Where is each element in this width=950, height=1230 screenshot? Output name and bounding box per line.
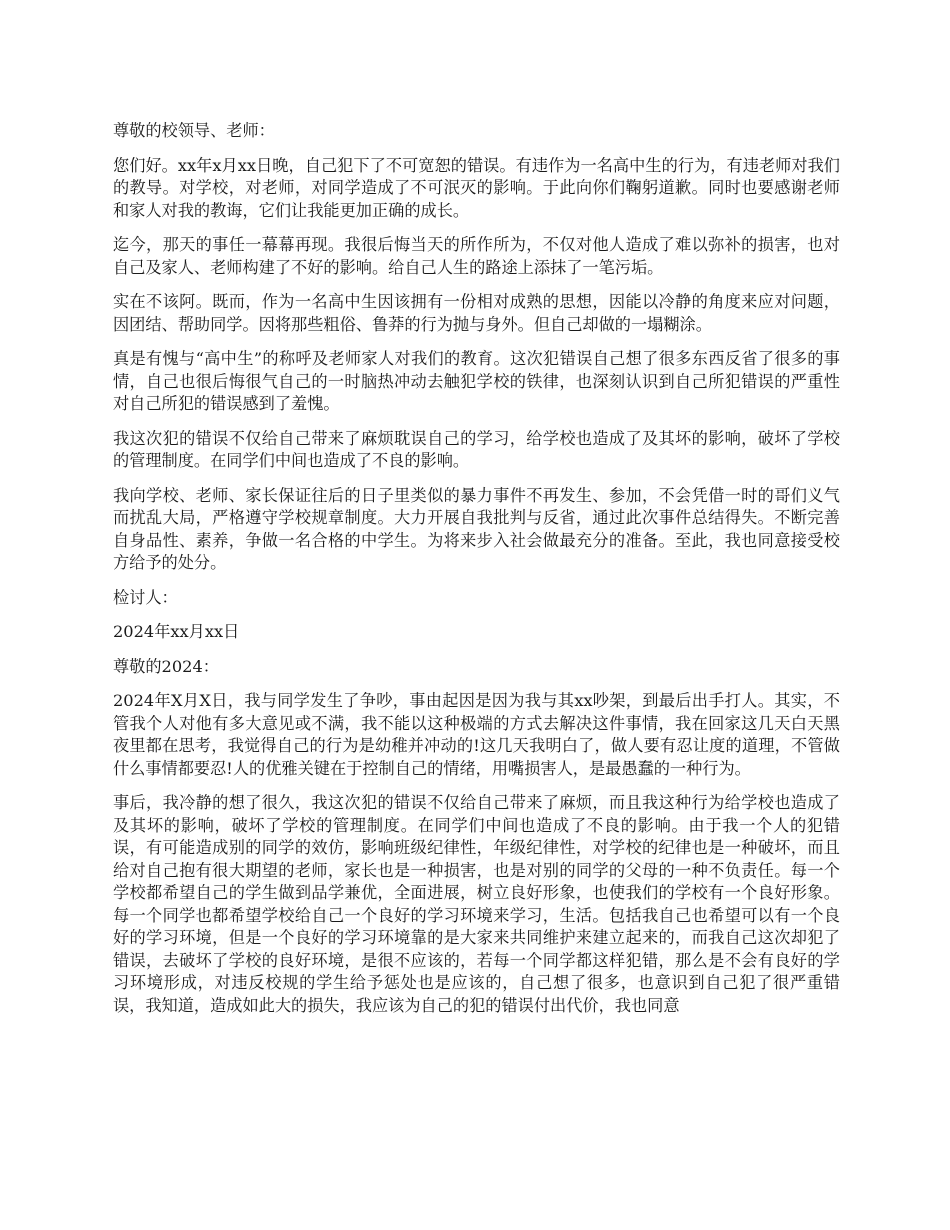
date-line: 2024年xx月xx日 — [113, 622, 240, 641]
paragraph: 您们好。xx年x月xx日晚，自己犯下了不可宽恕的错误。有违作为一名高中生的行为，有违老师对我们的教导。对学校，对老师，对同学造成了不可泯灭的影响。于此向你们鞠躬道歉。同时也要感谢老师和家人对我的教诲，它们让我能更加正确的成长。 — [113, 155, 840, 220]
paragraph: 真是有愧与“高中生”的称呼及老师家人对我们的教育。这次犯错误自己想了很多东西反省了很多的事情，自己也很后悔很气自己的一时脑热冲动去触犯学校的铁律，也深刻认识到自己所犯错误的严重性对自己所犯的错误感到了羞愧。 — [113, 349, 840, 413]
salutation: 尊敬的2024： — [113, 656, 219, 676]
salutation: 尊敬的校领导、老师： — [113, 121, 275, 140]
paragraph: 实在不该阿。既而，作为一名高中生因该拥有一份相对成熟的思想，因能以冷静的角度来应对问题，因团结、帮助同学。因将那些粗俗、鲁莽的行为抛与身外。但自己却做的一塌糊涂。 — [113, 292, 840, 334]
document-body — [113, 120, 840, 1029]
paragraph: 我这次犯的错误不仅给自己带来了麻烦耽误自己的学习，给学校也造成了及其坏的影响，破坏了学校的管理制度。在同学们中间也造成了不良的影响。 — [113, 428, 840, 470]
paragraph: 事后，我冷静的想了很久，我这次犯的错误不仅给自己带来了麻烦，而且我这种行为给学校也造成了及其坏的影响，破坏了学校的管理制度。在同学们中间也造成了不良的影响。由于我一个人的犯错误，有可能造成别的同学的效仿，影响班级纪律性，年级纪律性，对学校的纪律也是一种破坏，而且给对自己抱有很大期望的老师，家长也是一种损害，也是对别的同学的父母的一种不负责任。每一个学校都希望自己的学生做到品学兼优，全面进展，树立良好形象，也使我们的学校有一个良好形象。每一个同学也都希望学校给自己一个良好的学习环境来学习，生活。包括我自己也希望可以有一个良好的学习环境，但是一个良好的学习环境靠的是大家来共同维护来建立起来的，而我自己这次却犯了错误，去破坏了学校的良好环境，是很不应该的，若每一个同学都这样犯错，那么是不会有良好的学习环境形成，对违反校规的学生给予惩处也是应该的，自己想了很多，也意识到自己犯了很严重错误，我知道，造成如此大的损失，我应该为自己的犯的错误付出代价，我也同意 — [113, 793, 840, 1015]
paragraph: 2024年X月X日，我与同学发生了争吵，事由起因是因为我与其xx吵架，到最后出手打人。其实，不管我个人对他有多大意见或不满，我不能以这种极端的方式去解决这件事情，我在回家这几天白天黑夜里都在思考，我觉得自己的行为是幼稚并冲动的!这几天我明白了，做人要有忍让度的道理，不管做什么事情都要忍!人的优雅关键在于控制自己的情绪，用嘴损害人，是最愚蠢的一种行为。 — [113, 691, 840, 778]
paragraph: 我向学校、老师、家长保证往后的日子里类似的暴力事件不再发生、参加，不会凭借一时的哥们义气而扰乱大局，严格遵守学校规章制度。大力开展自我批判与反省，通过此次事件总结得失。不断完善自身品性、素养，争做一名合格的中学生。为将来步入社会做最充分的准备。至此，我也同意接受校方给予的处分。 — [113, 485, 840, 572]
paragraph: 迄今，那天的事任一幕幕再现。我很后悔当天的所作所为，不仅对他人造成了难以弥补的损害，也对自己及家人、老师构建了不好的影响。给自己人生的路途上添抹了一笔污垢。 — [113, 235, 840, 277]
signature-label: 检讨人： — [113, 587, 178, 607]
